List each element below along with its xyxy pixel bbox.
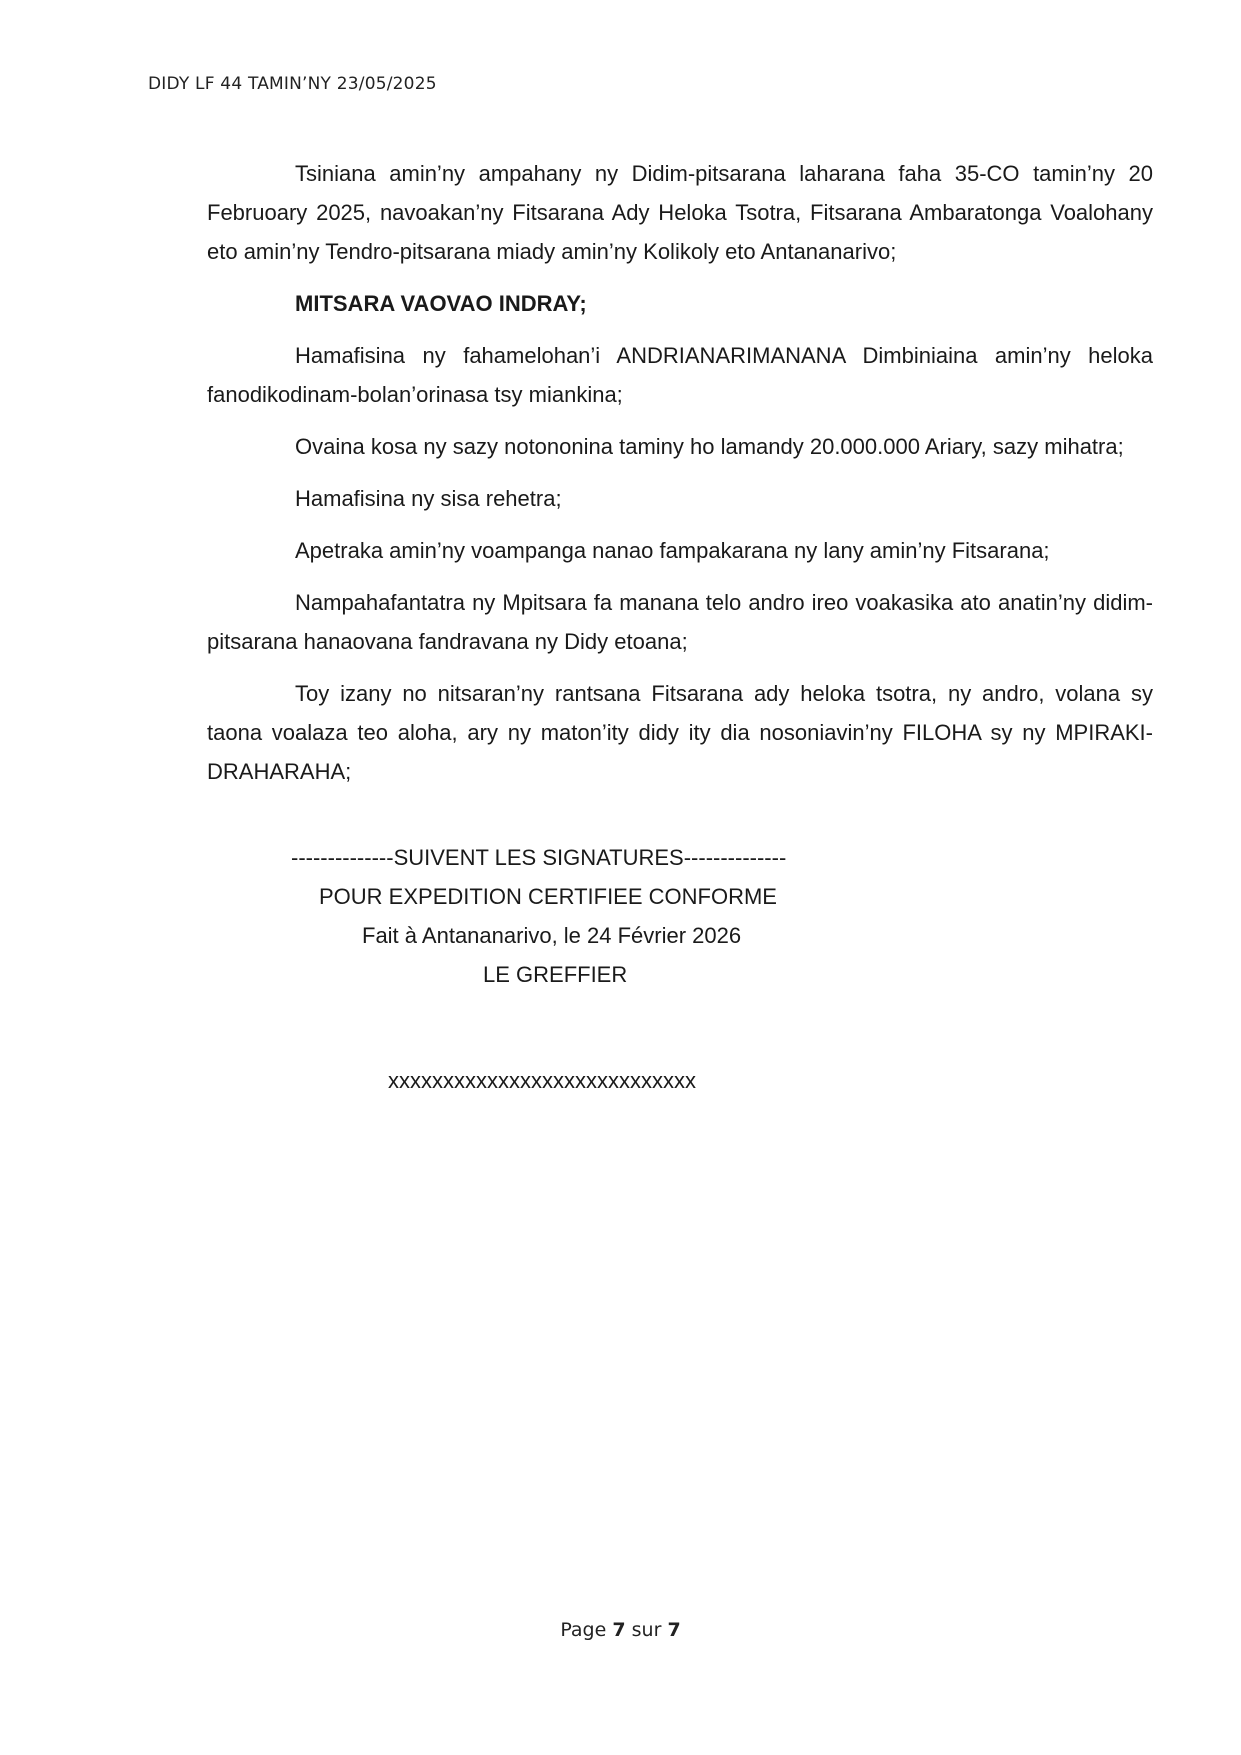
- paragraph-costs: Apetraka amin’ny voampanga nanao fampakarana ny lany amin’ny Fitsarana;: [295, 538, 1050, 563]
- page-separator: sur: [631, 1619, 662, 1641]
- document-reference-header: DIDY LF 44 TAMIN’NY 23/05/2025: [148, 74, 437, 94]
- signature-placeholder: xxxxxxxxxxxxxxxxxxxxxxxxxxxx: [388, 1068, 696, 1093]
- fait-a-line: Fait à Antananarivo, le 24 Février 2026: [362, 923, 742, 948]
- suivent-signatures-line: --------------SUIVENT LES SIGNATURES--------------: [291, 845, 787, 870]
- page-total: 7: [667, 1619, 681, 1641]
- page-current: 7: [612, 1619, 626, 1641]
- greffier-title: LE GREFFIER: [483, 962, 628, 987]
- document-body: [207, 154, 1153, 804]
- paragraph-confirm-rest: Hamafisina ny sisa rehetra;: [295, 486, 562, 511]
- page-number-footer: [0, 1619, 1241, 1641]
- paragraph-heading-mitsara: MITSARA VAOVAO INDRAY;: [295, 291, 587, 316]
- paragraph-confirm-guilt: Hamafisina ny fahamelohan’i ANDRIANARIMANANA Dimbiniaina amin’ny heloka fanodikodinam-bolan’orinasa tsy miankina;: [207, 343, 1153, 407]
- paragraph-notice: Nampahafantatra ny Mpitsara fa manana telo andro ireo voakasika ato anatin’ny didim-pitsarana hanaovana fandravana ny Didy etoana;: [207, 590, 1153, 654]
- paragraph-sentence-change: Ovaina kosa ny sazy notononina taminy ho lamandy 20.000.000 Ariary, sazy mihatra;: [295, 434, 1124, 459]
- expedition-certifiee-line: POUR EXPEDITION CERTIFIEE CONFORME: [319, 884, 777, 909]
- paragraph-appeal-decision: Tsiniana amin’ny ampahany ny Didim-pitsarana laharana faha 35-CO tamin’ny 20 Februoary 2025, navoakan’ny Fitsarana Ady Heloka Tsotra, Fitsarana Ambaratonga Voalohany eto amin’ny Tendro-pitsarana miady amin’ny Kolikoly eto Antananarivo;: [207, 161, 1153, 264]
- paragraph-closing: Toy izany no nitsaran’ny rantsana Fitsarana ady heloka tsotra, ny andro, volana sy taona voalaza teo aloha, ary ny maton’ity didy ity dia nosoniavin’ny FILOHA sy ny MPIRAKI-DRAHARAHA;: [207, 681, 1153, 784]
- page-prefix: Page: [560, 1619, 607, 1641]
